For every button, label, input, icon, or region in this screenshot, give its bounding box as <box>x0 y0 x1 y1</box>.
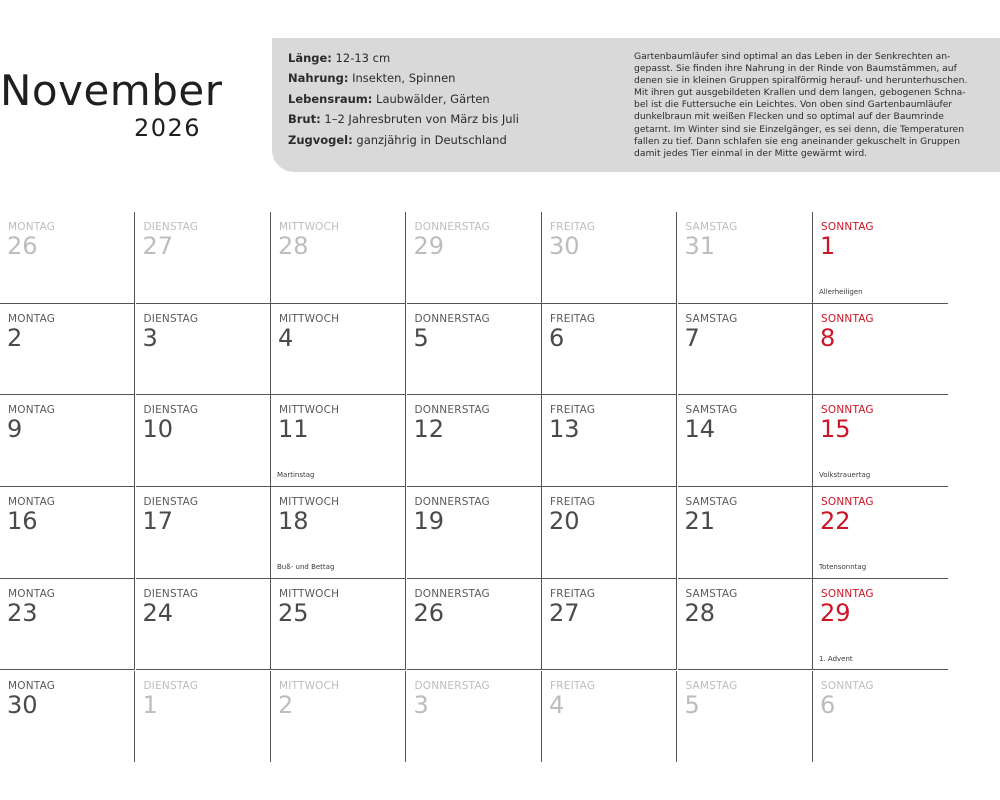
weekday-label: SONNTAG <box>821 312 874 325</box>
day-cell[interactable] <box>678 212 813 304</box>
weekday-label: SONNTAG <box>821 221 874 233</box>
day-number: 30 <box>7 690 38 719</box>
holiday-label: Martinstag <box>277 471 315 480</box>
weekday-label: FREITAG <box>550 587 596 600</box>
weekday-label: MONTAG <box>8 496 56 509</box>
weekday-label: DIENSTAG <box>143 404 199 417</box>
weekday-label: DONNERSTAG <box>414 312 490 325</box>
day-cell[interactable] <box>136 304 271 396</box>
day-cell[interactable] <box>407 395 542 487</box>
month-title: November <box>0 66 223 115</box>
day-cell[interactable] <box>542 395 677 487</box>
day-number: 12 <box>413 415 445 444</box>
weekday-label: DIENSTAG <box>143 496 199 509</box>
day-number: 2 <box>278 690 294 719</box>
day-cell[interactable] <box>542 304 677 396</box>
day-number: 25 <box>278 598 309 627</box>
day-cell[interactable] <box>813 671 948 763</box>
weekday-label: SAMSTAG <box>685 679 738 692</box>
day-cell[interactable] <box>542 579 677 671</box>
weekday-label: SAMSTAG <box>685 312 738 325</box>
day-number: 7 <box>684 323 700 352</box>
day-cell[interactable] <box>678 395 813 487</box>
day-number: 1 <box>142 690 158 719</box>
day-number: 6 <box>549 323 565 352</box>
day-number: 16 <box>7 507 38 536</box>
weekday-label: MONTAG <box>8 587 56 600</box>
day-cell[interactable] <box>271 304 406 396</box>
day-cell[interactable] <box>678 304 813 396</box>
weekday-label: MITTWOCH <box>279 587 340 600</box>
day-number: 8 <box>820 323 836 352</box>
day-number: 1 <box>820 232 836 260</box>
day-cell[interactable] <box>407 671 542 763</box>
day-cell[interactable] <box>678 671 813 763</box>
weekday-label: MONTAG <box>8 404 56 417</box>
weekday-label: DIENSTAG <box>143 221 199 233</box>
holiday-label: Volkstrauertag <box>819 471 871 480</box>
day-cell[interactable] <box>542 671 677 763</box>
fact-breeding: Brut: 1–2 Jahresbruten von März bis Juli <box>288 112 519 127</box>
day-number: 20 <box>549 507 580 536</box>
weekday-label: FREITAG <box>550 312 596 325</box>
day-cell[interactable] <box>0 304 135 396</box>
day-number: 28 <box>684 598 716 627</box>
day-number: 5 <box>684 690 700 719</box>
day-number: 4 <box>549 690 565 719</box>
weekday-label: FREITAG <box>550 679 596 692</box>
species-facts <box>288 48 519 150</box>
weekday-label: FREITAG <box>550 221 596 233</box>
day-cell[interactable] <box>136 395 271 487</box>
weekday-label: MITTWOCH <box>279 221 340 233</box>
weekday-label: SONNTAG <box>821 679 874 692</box>
weekday-label: MITTWOCH <box>279 312 340 325</box>
weekday-label: SAMSTAG <box>685 221 738 233</box>
weekday-label: FREITAG <box>550 496 596 509</box>
day-number: 27 <box>142 232 174 260</box>
weekday-label: SAMSTAG <box>685 496 738 509</box>
day-number: 6 <box>820 690 836 719</box>
weekday-label: SAMSTAG <box>685 587 738 600</box>
fact-habitat: Lebensraum: Laubwälder, Gärten <box>288 91 490 106</box>
day-cell[interactable] <box>0 395 135 487</box>
day-cell[interactable] <box>136 671 271 763</box>
day-number: 18 <box>278 507 309 536</box>
weekday-label: DIENSTAG <box>143 587 199 600</box>
holiday-label: Allerheiligen <box>819 288 863 296</box>
day-number: 11 <box>278 415 309 444</box>
day-number: 31 <box>684 232 716 260</box>
day-number: 5 <box>413 323 429 352</box>
day-cell[interactable] <box>407 304 542 396</box>
fact-migration: Zugvogel: ganzjährig in Deutschland <box>288 132 507 147</box>
weekday-label: MONTAG <box>8 221 56 233</box>
day-number: 3 <box>413 690 429 719</box>
day-number: 9 <box>7 415 23 444</box>
day-number: 30 <box>549 232 580 260</box>
day-number: 19 <box>413 507 445 536</box>
fact-food: Nahrung: Insekten, Spinnen <box>288 71 456 86</box>
day-cell[interactable] <box>136 487 271 579</box>
weekday-label: MONTAG <box>8 679 56 692</box>
day-number: 23 <box>7 598 38 627</box>
day-number: 10 <box>142 415 174 444</box>
holiday-label: 1. Advent <box>819 654 853 663</box>
weekday-label: MITTWOCH <box>279 496 340 509</box>
day-cell[interactable] <box>407 579 542 671</box>
weekday-label: MONTAG <box>8 312 56 325</box>
day-cell[interactable] <box>813 395 948 487</box>
day-number: 26 <box>413 598 445 627</box>
day-cell[interactable] <box>271 395 406 487</box>
day-cell[interactable] <box>813 487 948 579</box>
day-number: 13 <box>549 415 580 444</box>
day-cell[interactable] <box>271 487 406 579</box>
fact-length: Länge: 12-13 cm <box>288 51 391 65</box>
day-number: 29 <box>413 232 445 260</box>
day-number: 2 <box>7 323 23 352</box>
day-cell[interactable] <box>542 212 677 304</box>
day-number: 28 <box>278 232 309 260</box>
day-cell[interactable] <box>678 487 813 579</box>
weekday-label: DIENSTAG <box>143 679 199 692</box>
holiday-label: Buß- und Bettag <box>277 563 335 572</box>
day-cell[interactable] <box>271 212 406 304</box>
day-cell[interactable] <box>813 579 948 671</box>
weekday-label: DONNERSTAG <box>414 221 490 233</box>
day-number: 21 <box>684 507 716 536</box>
holiday-label: Totensonntag <box>819 563 867 572</box>
weekday-label: DONNERSTAG <box>414 404 490 417</box>
weekday-label: MITTWOCH <box>279 404 340 417</box>
day-number: 27 <box>549 598 580 627</box>
species-description: Gartenbaumläufer sind optimal an das Leben in der Senkrechten an- gepasst. Sie finden ihre Nahrung in der Rinde von Baumstämmen, auf denen sie in kleinen Gruppen spiralförmig herauf- und herunterhuschen. Mit ihren gut ausgebildeten Krallen und dem langen, gebogenen Schna- bel ist die Futtersuche ein Leichtes. Von oben sind Gartenbaumläufer dunkelbraun mit weißen Flecken und so optimal auf der Baumrinde getarnt. Im Winter sind sie Einzelgänger, es sei denn, die Temperaturen fallen zu tief. Dann schlafen sie eng aneinander gekuschelt in Gruppen damit jedes Tier einmal in der Mitte gewärmt wird. <box>634 51 968 159</box>
species-info-panel <box>272 38 1000 172</box>
year-label: 2026 <box>134 114 202 142</box>
day-number: 22 <box>820 507 851 536</box>
weekday-label: DONNERSTAG <box>414 587 490 600</box>
day-cell[interactable] <box>542 487 677 579</box>
day-number: 4 <box>278 323 294 352</box>
day-number: 17 <box>142 507 174 536</box>
day-number: 3 <box>142 323 158 352</box>
weekday-label: SONNTAG <box>821 404 874 417</box>
weekday-label: FREITAG <box>550 404 596 417</box>
day-cell[interactable] <box>0 579 135 671</box>
weekday-label: SONNTAG <box>821 496 874 509</box>
day-cell[interactable] <box>0 671 135 763</box>
day-cell[interactable] <box>813 212 948 304</box>
day-cell[interactable] <box>136 212 271 304</box>
weekday-label: SONNTAG <box>821 587 874 600</box>
day-cell[interactable] <box>407 212 542 304</box>
day-cell[interactable] <box>271 671 406 763</box>
weekday-label: DONNERSTAG <box>414 496 490 509</box>
day-cell[interactable] <box>0 487 135 579</box>
weekday-label: SAMSTAG <box>685 404 738 417</box>
day-number: 15 <box>820 415 851 444</box>
day-number: 26 <box>7 232 38 260</box>
day-cell[interactable] <box>136 579 271 671</box>
day-cell[interactable] <box>407 487 542 579</box>
weekday-label: MITTWOCH <box>279 679 340 692</box>
day-cell[interactable] <box>813 304 948 396</box>
day-number: 29 <box>820 598 851 627</box>
day-cell[interactable] <box>0 212 135 304</box>
day-cell[interactable] <box>678 579 813 671</box>
weekday-label: DONNERSTAG <box>414 679 490 692</box>
day-number: 14 <box>684 415 716 444</box>
weekday-label: DIENSTAG <box>143 312 199 325</box>
day-number: 24 <box>142 598 174 627</box>
day-cell[interactable] <box>271 579 406 671</box>
